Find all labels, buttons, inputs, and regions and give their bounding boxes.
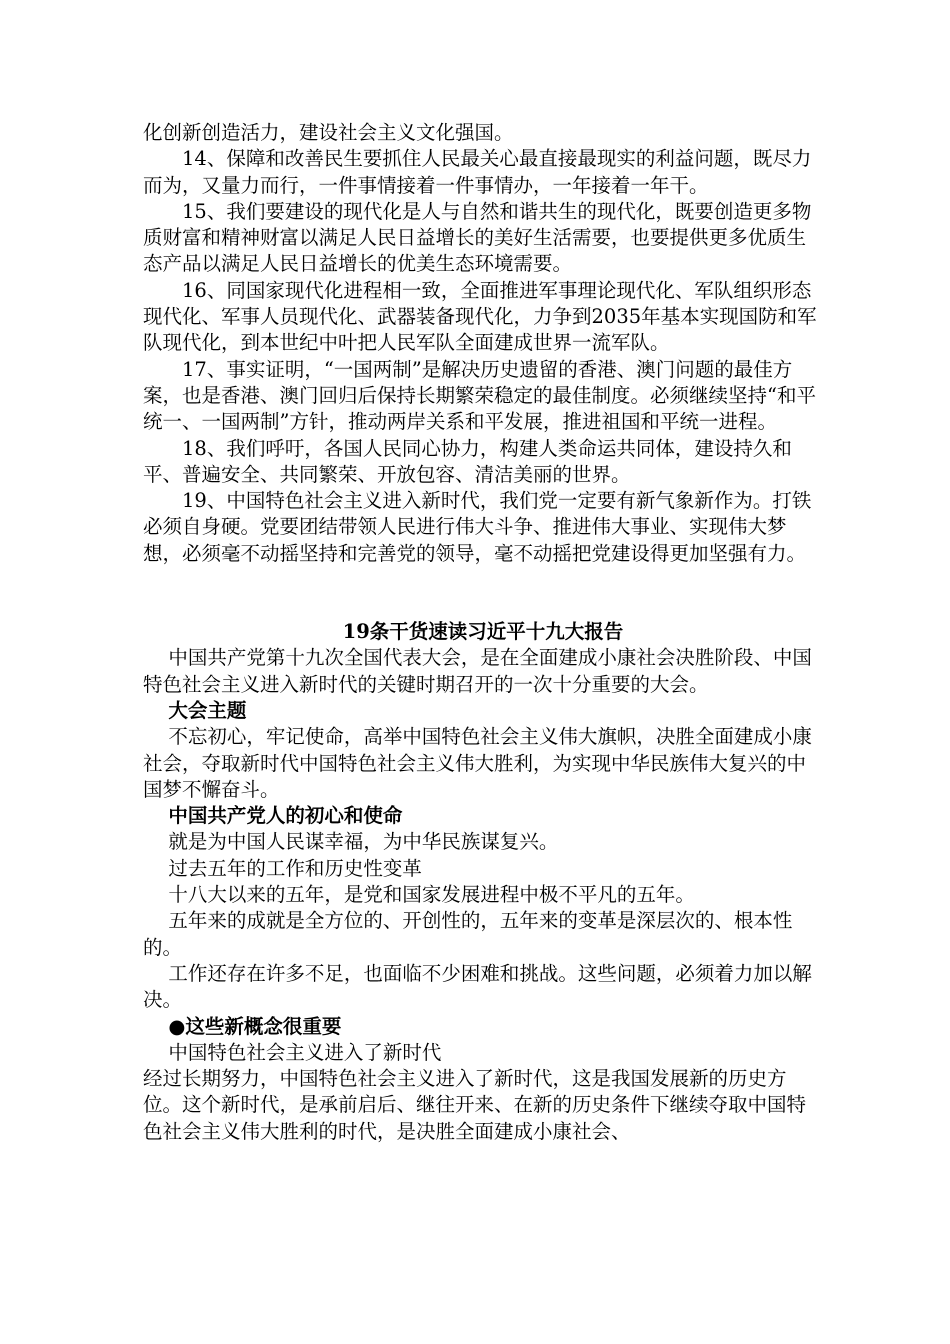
concepts-heading: ●这些新概念很重要 [168, 1014, 342, 1038]
theme-heading: 大会主题 [168, 698, 247, 722]
five-years-heading: 过去五年的工作和历史性变革 [168, 856, 422, 880]
item-16: 16、同国家现代化进程相一致，全面推进军事理论现代化、军队组织形态现代化、军事人员现代化、武器装备现代化，力争到2035年基本实现国防和军队现代化，到本世纪中叶把人民军队全面建成世界一流军队。 [143, 278, 817, 355]
section-gap [143, 567, 823, 619]
item-19: 19、中国特色社会主义进入新时代，我们党一定要有新气象新作为。打铁必须自身硬。党要团结带领人民进行伟大斗争、推进伟大事业、实现伟大梦想，必须毫不动摇坚持和完善党的领导，毫不动摇把党建设得更加坚强有力。 [143, 489, 812, 565]
item-17: 17、事实证明，“一国两制”是解决历史遗留的香港、澳门问题的最佳方案，也是香港、澳门回归后保持长期繁荣稳定的最佳制度。必须继续坚持“和平统一、一国两制”方针，推动两岸关系和平发展，推进祖国和平统一进程。 [143, 357, 816, 434]
section-title: 19条干货速读习近平十九大报告 [342, 620, 624, 644]
theme-paragraph: 不忘初心，牢记使命，高举中国特色社会主义伟大旗帜，决胜全面建成小康社会，夺取新时代中国特色社会主义伟大胜利，为实现中华民族伟大复兴的中国梦不懈奋斗。 [143, 725, 812, 801]
five-years-paragraph-3: 工作还存在许多不足，也面临不少困难和挑战。这些问题，必须着力加以解决。 [143, 961, 812, 1012]
concept-1-paragraph: 经过长期努力，中国特色社会主义进入了新时代，这是我国发展新的历史方位。这个新时代，是承前启后、继往开来、在新的历史条件下继续夺取中国特色社会主义伟大胜利的时代，是决胜全面建成小康社会、 [143, 1067, 807, 1143]
five-years-paragraph-1: 十八大以来的五年，是党和国家发展进程中极不平凡的五年。 [168, 883, 695, 907]
item-18: 18、我们呼吁，各国人民同心协力，构建人类命运共同体，建设持久和平、普遍安全、共同繁荣、开放包容、清洁美丽的世界。 [143, 436, 792, 486]
paragraph-continuation: 化创新创造活力，建设社会主义文化强国。 [143, 121, 514, 144]
concept-1-title: 中国特色社会主义进入了新时代 [168, 1040, 442, 1064]
mission-heading: 中国共产党人的初心和使命 [168, 804, 403, 828]
item-15: 15、我们要建设的现代化是人与自然和谐共生的现代化，既要创造更多物质财富和精神财富以满足人民日益增长的美好生活需要，也要提供更多优质生态产品以满足人民日益增长的优美生态环境需要。 [143, 199, 812, 276]
five-years-paragraph-2: 五年来的成就是全方位的、开创性的，五年来的变革是深层次的、根本性的。 [143, 909, 793, 959]
item-14: 14、保障和改善民生要抓住人民最关心最直接最现实的利益问题，既尽力而为，又量力而行，一件事情接着一件事情办，一年接着一年干。 [143, 147, 812, 197]
mission-paragraph: 就是为中国人民谋幸福，为中华民族谋复兴。 [168, 830, 559, 854]
intro-paragraph: 中国共产党第十九次全国代表大会，是在全面建成小康社会决胜阶段、中国特色社会主义进入新时代的关键时期召开的一次十分重要的大会。 [143, 646, 812, 696]
document-page [143, 120, 823, 1145]
